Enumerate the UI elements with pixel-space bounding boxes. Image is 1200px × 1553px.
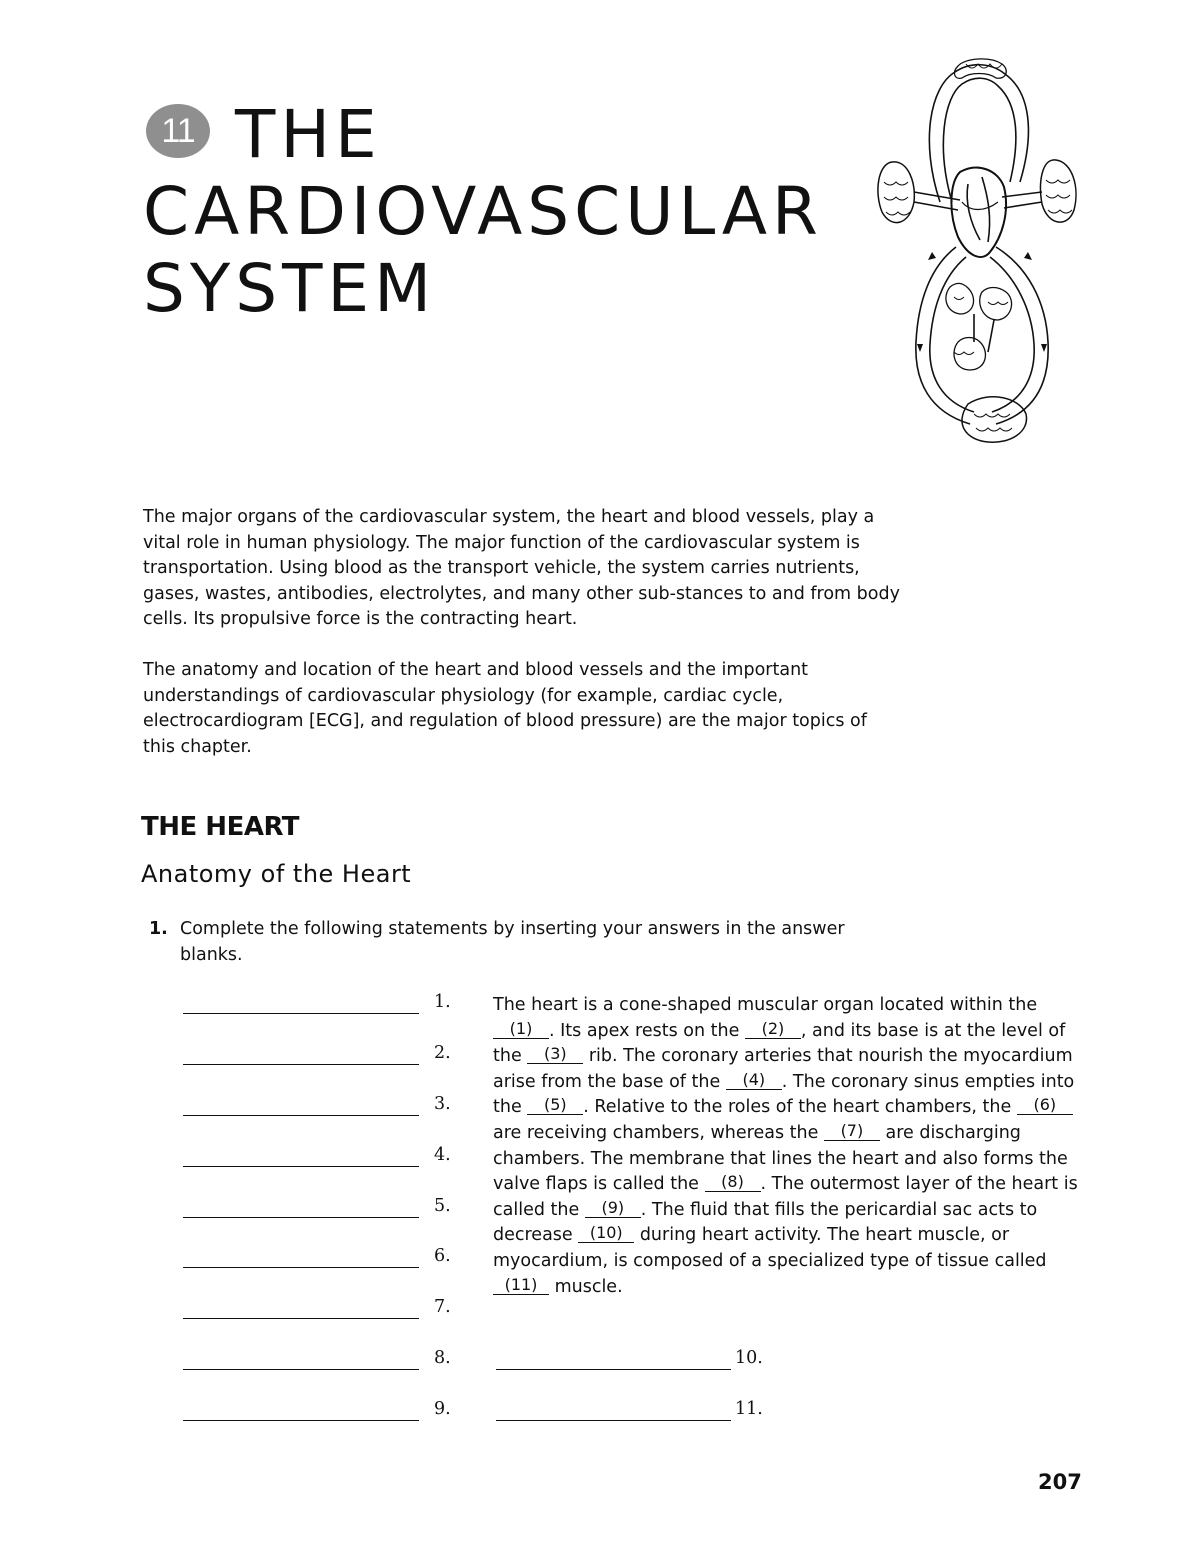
answer-line[interactable] (183, 1166, 419, 1167)
intro-paragraph-2: The anatomy and location of the heart and blood vessels and the important understandings of cardiovascular physiology (for example, cardiac cycle, electrocardiogram [ECG], and regulation of blood pressure) are the major topics of this chapter. (143, 660, 867, 757)
inline-blank-3: (3) (527, 1045, 583, 1064)
inline-blank-1: (1) (493, 1020, 549, 1039)
passage-text: The heart is a cone-shaped muscular organ located within the (493, 995, 1038, 1015)
answer-number: 4. (434, 1145, 451, 1165)
answer-number: 10. (735, 1348, 763, 1368)
answer-blank-1[interactable] (183, 992, 473, 1018)
inline-blank-6: (6) (1017, 1096, 1073, 1115)
chapter-title (143, 96, 823, 327)
passage-text: are receiving chambers, whereas the (493, 1122, 824, 1143)
answer-line[interactable] (183, 1013, 419, 1014)
answer-blank-8[interactable] (183, 1348, 473, 1374)
answer-number: 11. (735, 1399, 763, 1419)
page-number: 207 (1038, 1470, 1082, 1494)
inline-blank-2: (2) (745, 1020, 801, 1039)
answer-number: 2. (434, 1043, 451, 1063)
answer-number: 5. (434, 1196, 451, 1216)
passage-text: muscle. (549, 1276, 623, 1297)
inline-blank-7: (7) (824, 1122, 880, 1141)
passage-text: during heart activity. The heart muscle, or myocardium, is composed of a specialized type of tissue called (493, 1225, 1047, 1271)
chapter-title-line-2: CARDIOVASCULAR (143, 173, 823, 250)
subsection-title: Anatomy of the Heart (141, 860, 412, 888)
answer-blank-6[interactable] (183, 1246, 473, 1272)
section-title: THE HEART (141, 812, 300, 842)
answer-blank-4[interactable] (183, 1145, 473, 1171)
answer-blank-3[interactable] (183, 1094, 473, 1120)
answer-number: 7. (434, 1297, 451, 1317)
answer-blank-11[interactable] (496, 1399, 796, 1425)
passage-text: . The coronary sinus empties into the (493, 1071, 1075, 1118)
answer-line[interactable] (183, 1064, 419, 1065)
answer-blank-9[interactable] (183, 1399, 473, 1425)
question-number: 1. (149, 919, 168, 939)
answer-line[interactable] (496, 1369, 731, 1370)
fill-in-passage (493, 993, 1083, 1300)
inline-blank-4: (4) (726, 1071, 782, 1090)
question-prompt: Complete the following statements by inserting your answers in the answer blanks. (180, 919, 845, 965)
answer-line[interactable] (183, 1267, 419, 1268)
chapter-number-badge: 11 (146, 104, 210, 158)
inline-blank-10: (10) (578, 1224, 634, 1243)
answer-number: 6. (434, 1246, 451, 1266)
circulatory-system-diagram (870, 52, 1090, 452)
chapter-title-line-1: THE (235, 96, 382, 173)
answer-blank-10[interactable] (496, 1348, 796, 1374)
passage-text: , and its base is at the level of the (493, 1020, 1066, 1067)
answer-line[interactable] (183, 1318, 419, 1319)
inline-blank-11: (11) (493, 1276, 549, 1295)
passage-text: are discharging chambers. The membrane that lines the heart and also forms the valve flaps is called the (493, 1122, 1068, 1195)
answer-blank-7[interactable] (183, 1297, 473, 1323)
passage-text: rib. The coronary arteries that nourish the myocardium arise from the base of the (493, 1046, 1073, 1092)
passage-text: . The fluid that fills the pericardial sac acts to decrease (493, 1199, 1038, 1246)
chapter-title-line-3: SYSTEM (143, 250, 437, 327)
intro-paragraph-1: The major organs of the cardiovascular system, the heart and blood vessels, play a vital role in human physiology. The major function of the cardiovascular system is transportation. Using blood as the transport vehicle, the system carries nutrients, gases, wastes, antibodies, electrolytes, and many other sub-stances to and from body cells. Its propulsive force is the contracting heart. (143, 507, 900, 629)
answer-line[interactable] (183, 1217, 419, 1218)
answer-number: 3. (434, 1094, 451, 1114)
answer-number: 8. (434, 1348, 451, 1368)
question-1 (149, 917, 909, 968)
answer-line[interactable] (183, 1115, 419, 1116)
answer-line[interactable] (183, 1369, 419, 1370)
answer-line[interactable] (183, 1420, 419, 1421)
answer-number: 1. (434, 992, 451, 1012)
answer-line[interactable] (496, 1420, 731, 1421)
inline-blank-9: (9) (585, 1199, 641, 1218)
answer-blank-5[interactable] (183, 1196, 473, 1222)
passage-text: . Relative to the roles of the heart chambers, the (583, 1097, 1017, 1118)
inline-blank-5: (5) (527, 1096, 583, 1115)
inline-blank-8: (8) (705, 1173, 761, 1192)
answer-blank-2[interactable] (183, 1043, 473, 1069)
passage-text: . Its apex rests on the (549, 1020, 745, 1041)
passage-text: . The outermost layer of the heart is called the (493, 1174, 1078, 1220)
answer-number: 9. (434, 1399, 451, 1419)
